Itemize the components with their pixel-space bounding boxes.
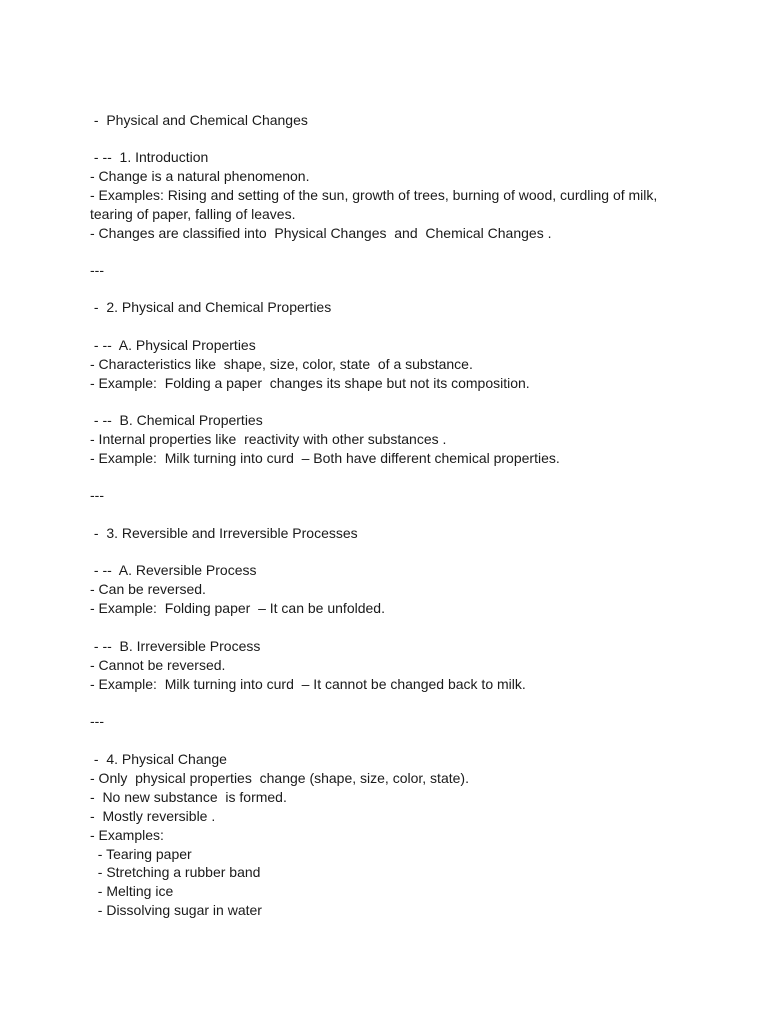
list-item: - Dissolving sugar in water — [90, 902, 262, 918]
text-line: - Change is a natural phenomenon. — [90, 168, 310, 184]
text-line: - Internal properties like reactivity with other substances . — [90, 431, 447, 447]
divider-text: --- — [90, 713, 104, 729]
text-line: - Example: Folding paper – It can be unfolded. — [90, 600, 385, 616]
subheading-reversible-process: - -- A. Reversible Process — [90, 562, 257, 578]
text-line: - Examples: — [90, 827, 164, 843]
text-line: - Characteristics like shape, size, color, state of a substance. — [90, 356, 473, 372]
subheading-introduction: - -- 1. Introduction — [90, 149, 209, 165]
text-line: - Only physical properties change (shape, size, color, state). — [90, 770, 469, 786]
section-heading-physical-and-chemical-changes: - Physical and Chemical Changes — [90, 112, 308, 128]
text-line: - Examples: Rising and setting of the sun, growth of trees, burning of wood, curdling of milk, tearing of paper, falling of leaves. — [90, 187, 662, 222]
subheading-physical-properties: - -- A. Physical Properties — [90, 337, 256, 353]
divider-text: --- — [90, 487, 104, 503]
subheading-chemical-properties: - -- B. Chemical Properties — [90, 412, 263, 428]
text-line: - No new substance is formed. — [90, 789, 287, 805]
list-item: - Melting ice — [90, 883, 174, 899]
section-heading-properties: - 2. Physical and Chemical Properties — [90, 299, 332, 315]
section-heading-physical-change: - 4. Physical Change — [90, 751, 227, 767]
subheading-irreversible-process: - -- B. Irreversible Process — [90, 638, 261, 654]
text-line: - Changes are classified into Physical Changes and Chemical Changes . — [90, 225, 552, 241]
list-item: - Stretching a rubber band — [90, 864, 261, 880]
text-line: - Example: Milk turning into curd – Both have different chemical properties. — [90, 450, 560, 466]
divider-text: --- — [90, 262, 104, 278]
text-line: - Example: Milk turning into curd – It cannot be changed back to milk. — [90, 676, 526, 692]
text-line: - Can be reversed. — [90, 581, 206, 597]
text-line: - Mostly reversible . — [90, 808, 216, 824]
text-line: - Cannot be reversed. — [90, 657, 226, 673]
section-heading-reversible-processes: - 3. Reversible and Irreversible Processes — [90, 525, 358, 541]
text-line: - Example: Folding a paper changes its shape but not its composition. — [90, 375, 530, 391]
list-item: - Tearing paper — [90, 846, 192, 862]
